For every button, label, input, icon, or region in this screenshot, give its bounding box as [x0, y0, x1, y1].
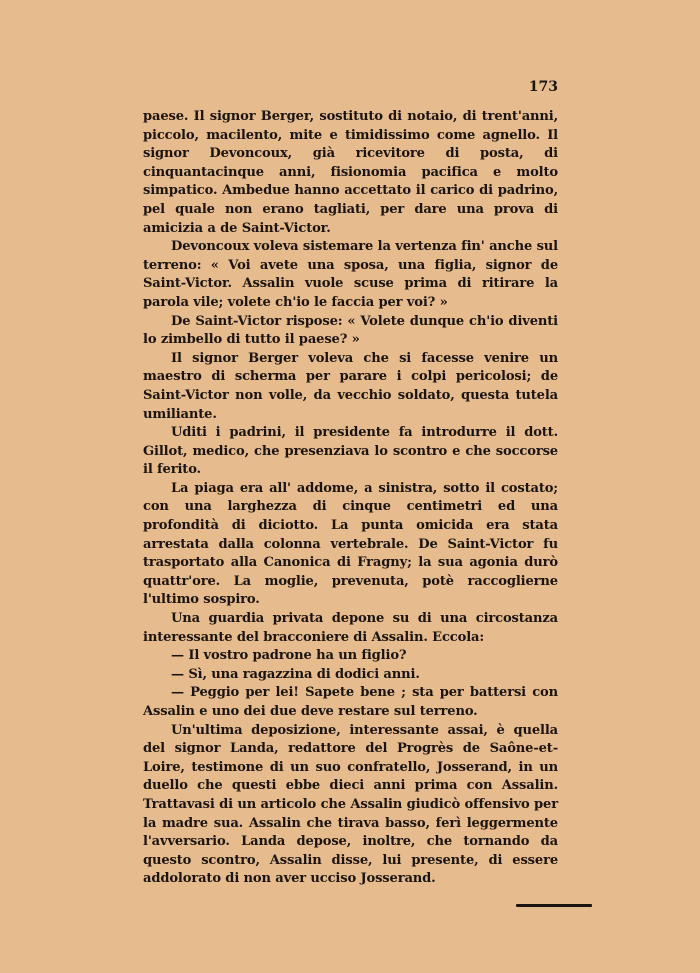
- bottom-rule: [516, 904, 592, 907]
- paragraph: Un'ultima deposizione, interessante assai, è quella del signor Landa, redattore del Progrès de Saône-et-Loire, testimone di un suo confratello, Josserand, in un duello che questi ebbe dieci anni prima con Assalin. Trattavasi di un articolo che Assalin giudicò offensivo per la madre sua. Assalin che tirava basso, ferì leggermente l'avversario. Landa depose, inoltre, che tornando da questo scontro, Assalin disse, lui presente, di essere addolorato di non aver ucciso Josserand.: [143, 722, 558, 887]
- paragraph: Una guardia privata depone su di una circostanza interessante del bracconiere di Assalin. Eccola:: [143, 611, 558, 645]
- paragraph: Devoncoux voleva sistemare la vertenza fin' anche sul terreno: « Voi avete una sposa, una figlia, signor de Saint-Victor. Assalin vuole scuse prima di ritirare la parola vile; volete ch'io le faccia per voi? »: [143, 239, 558, 310]
- paragraph: paese. Il signor Berger, sostituto di notaio, di trent'anni, piccolo, macilento, mite e timidissimo come agnello. Il signor Devoncoux, già ricevitore di posta, di cinquantacinque anni, fisionomia pacifica e molto simpatico. Ambedue hanno accettato il carico di padrino, pel quale non erano tagliati, per dare una prova di amicizia a de Saint-Victor.: [143, 109, 558, 236]
- page-number: 173: [528, 79, 558, 95]
- paragraph: Il signor Berger voleva che si facesse venire un maestro di scherma per parare i colpi pericolosi; de Saint-Victor non volle, da vecchio soldato, questa tutela umiliante.: [143, 350, 558, 422]
- paragraph: Uditi i padrini, il presidente fa introdurre il dott. Gillot, medico, che presenziava lo scontro e che soccorse il ferito.: [143, 425, 558, 478]
- paragraph: De Saint-Victor rispose: « Volete dunque ch'io diventi lo zimbello di tutto il paese? »: [143, 313, 558, 348]
- paragraph: La piaga era all' addome, a sinistra, sotto il costato; con una larghezza di cinque centimetri ed una profondità di diciotto. La punta omicida era stata arrestata dalla colonna vertebrale. De Saint-Victor fu trasportato alla Canonica di Fragny; la sua agonia durò quattr'ore. La moglie, prevenuta, potè raccoglierne l'ultimo sospiro.: [143, 480, 558, 608]
- dialogue-line: — Sì, una ragazzina di dodici anni.: [171, 666, 420, 682]
- dialogue-line: — Il vostro padrone ha un figlio?: [171, 648, 407, 664]
- body-text: [143, 108, 558, 889]
- dialogue-line: — Peggio per lei! Sapete bene ; sta per battersi con Assalin e uno dei due deve restare sul terreno.: [143, 685, 558, 719]
